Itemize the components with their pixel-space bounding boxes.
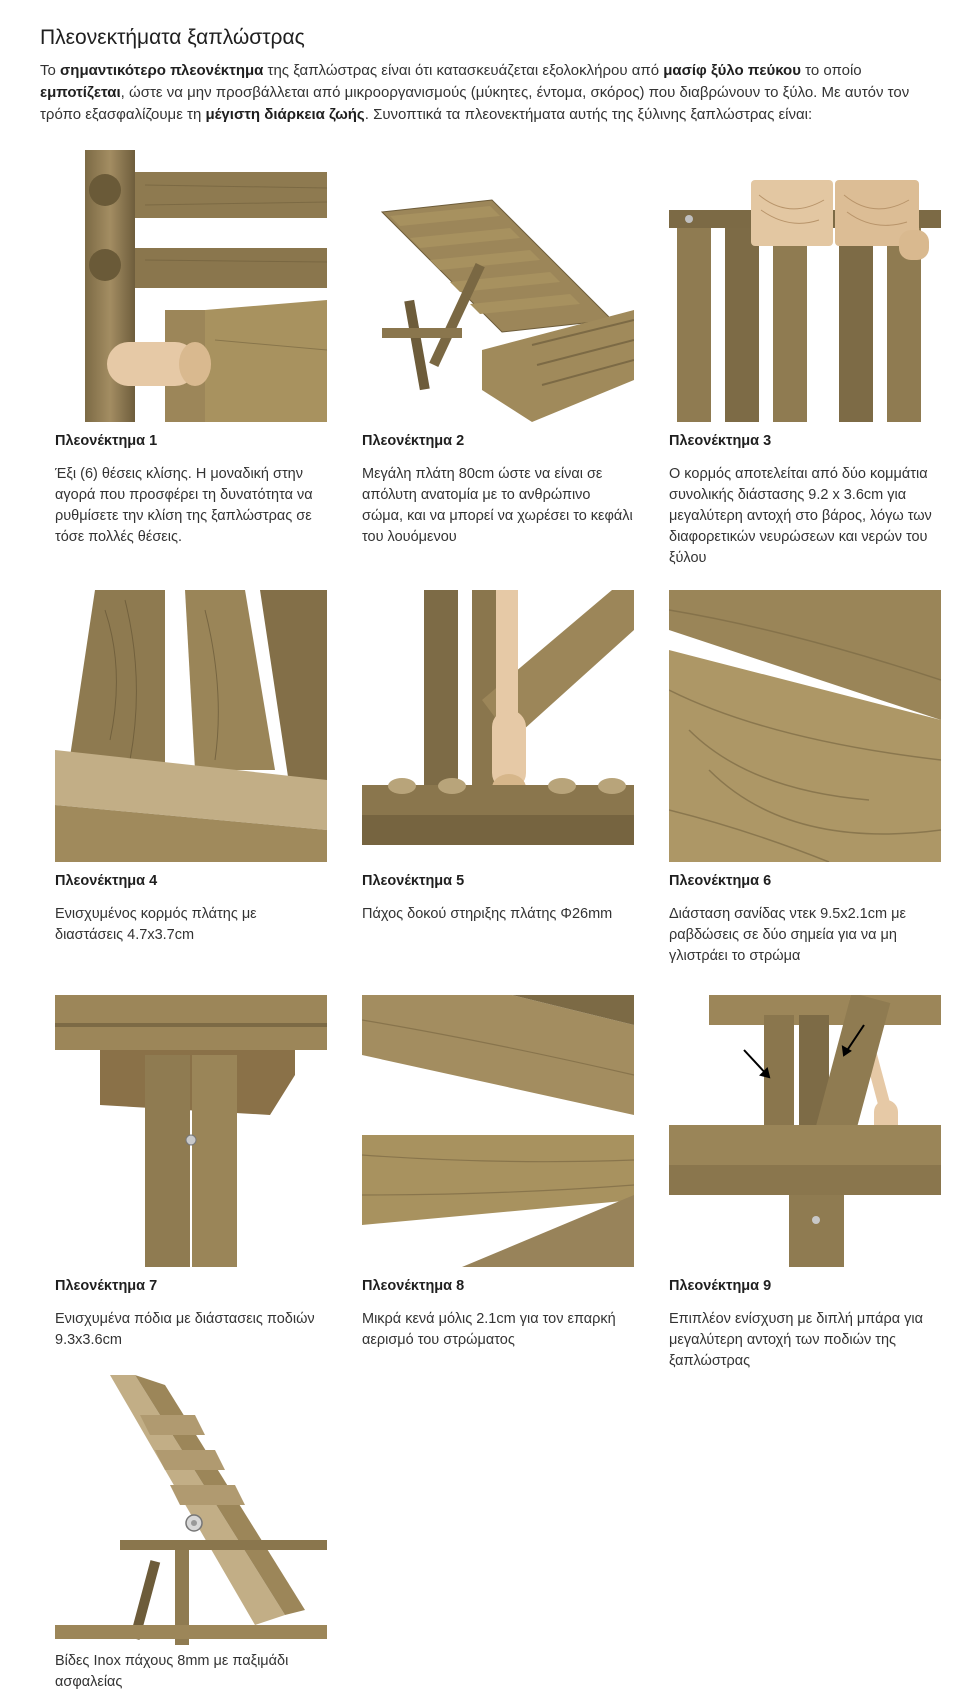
reinforced-legs-photo (55, 995, 327, 1267)
advantage-title: Πλεονέκτημα 7 (55, 1278, 158, 1294)
intro-text: της ξαπλώστρας είναι ότι κατασκευάζεται εξολοκλήρου από (263, 62, 664, 79)
section-title: Πλεονεκτήματα ξαπλώστρας (40, 26, 305, 49)
intro-text: . Συνοπτικά τα πλεονεκτήματα αυτής της ξύλινης ξαπλώστρας είναι: (364, 106, 813, 123)
reinforced-back-frame-photo (55, 590, 327, 862)
intro-text: , ώστε να μην προσβάλλεται από μικροοργανισμούς (μύκητες, έντομα, σκόρος) που διαβρώνουν το ξύλο. Με αυτόν τον τρόπο εξασφαλίζουμε τη (40, 84, 910, 123)
intro-bold-text: μέγιστη διάρκεια ζωής (205, 106, 365, 123)
intro-text: Το (40, 62, 61, 79)
advantage-text: Επιπλέον ενίσχυση με διπλή μπάρα για μεγαλύτερη αντοχή των ποδιών της ξαπλώστρας (669, 1311, 923, 1369)
board-gaps-photo (362, 995, 634, 1267)
advantage-text: Ο κορμός αποτελείται από δύο κομμάτια συνολικής διάστασης 9.2 x 3.6cm για μεγαλύτερη αντοχή στο βάρος, λόγω των διαφορετικών νευρώσεων και νερών του ξύλου (669, 466, 932, 566)
advantage-text: Βίδες Inox πάχους 8mm με παξιμάδι ασφαλείας (55, 1653, 289, 1690)
intro-bold-text: σημαντικότερο πλεονέκτημα (60, 62, 264, 79)
intro-bold-text: μασίφ ξύλο πεύκου (663, 62, 801, 79)
advantage-card-8 (362, 995, 634, 1351)
support-dowel-photo (362, 590, 634, 862)
advantage-text: Διάσταση σανίδας ντεκ 9.5x2.1cm με ραβδώσεις σε δύο σημεία για να μη γλιστράει το στρώμα (669, 906, 906, 964)
advantage-card-5 (362, 590, 634, 925)
advantage-card-1 (55, 150, 327, 548)
advantage-title: Πλεονέκτημα 3 (669, 433, 772, 449)
advantage-title: Πλεονέκτημα 1 (55, 433, 158, 449)
advantage-title: Πλεονέκτημα 8 (362, 1278, 465, 1294)
double-frame-beam-photo (669, 150, 941, 422)
double-bar-legs-photo (669, 995, 941, 1267)
advantage-card-7 (55, 995, 327, 1351)
advantage-title: Πλεονέκτημα 2 (362, 433, 465, 449)
advantage-title: Πλεονέκτημα 4 (55, 873, 158, 889)
inox-bolt-photo (55, 1375, 327, 1647)
advantage-text: Ενισχυμένος κορμός πλάτης με διαστάσεις 4.7x3.7cm (55, 906, 257, 943)
advantage-text: Έξι (6) θέσεις κλίσης. Η μοναδική στην αγορά που προσφέρει τη δυνατότητα να ρυθμίσετε την κλίση της ξαπλώστρας σε τόσε πολλές θέσεις. (55, 466, 313, 545)
backrest-notch-photo (55, 150, 327, 422)
advantage-title: Πλεονέκτημα 9 (669, 1278, 772, 1294)
intro-bold-text: εμποτίζεται (40, 84, 121, 101)
advantage-text: Μικρά κενά μόλις 2.1cm για τον επαρκή αερισμό του στρώματος (362, 1311, 616, 1348)
advantage-card-2 (362, 150, 634, 548)
advantage-card-9 (669, 995, 941, 1372)
advantage-card-6 (669, 590, 941, 967)
advantage-card-3 (669, 150, 941, 569)
intro-paragraph (40, 60, 950, 126)
advantage-text: Πάχος δοκού στηριξης πλάτης Φ26mm (362, 906, 613, 922)
advantage-card-10 (55, 1375, 327, 1693)
intro-text: το οποίο (800, 62, 862, 79)
advantage-title: Πλεονέκτημα 6 (669, 873, 772, 889)
advantage-text: Ενισχυμένα πόδια με διάστασεις ποδιών 9.3x3.6cm (55, 1311, 315, 1348)
advantage-text: Μεγάλη πλάτη 80cm ώστε να είναι σε απόλυτη ανατομία με το ανθρώπινο σώμα, και να μπορεί να χωρέσει το κεφάλι του λουόμενου (362, 466, 633, 545)
advantage-card-4 (55, 590, 327, 946)
deck-board-grooves-photo (669, 590, 941, 862)
lounger-backrest-photo (362, 150, 634, 422)
advantage-title: Πλεονέκτημα 5 (362, 873, 465, 889)
